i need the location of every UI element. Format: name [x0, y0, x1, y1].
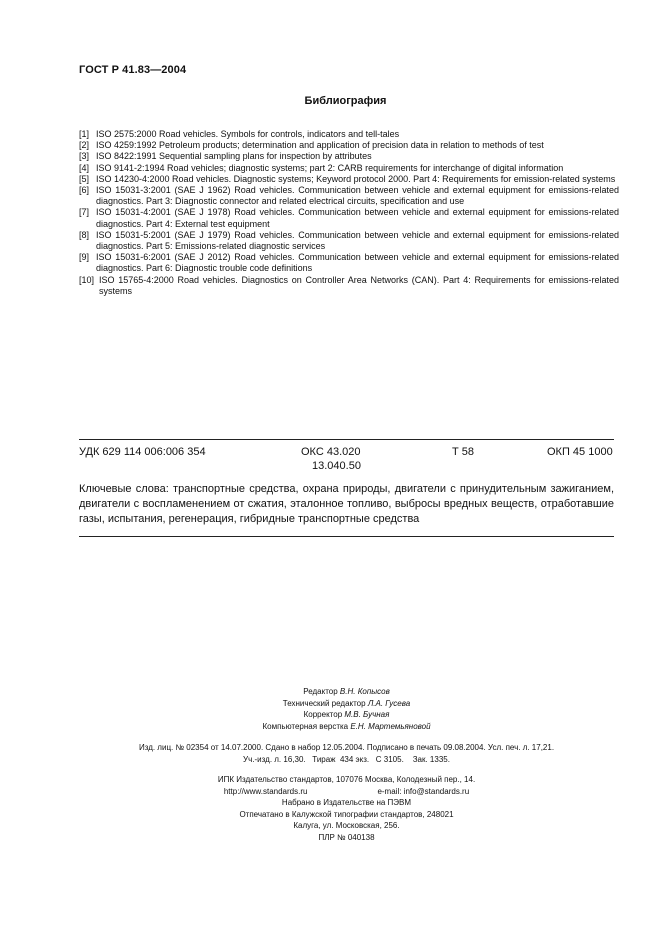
- publisher-line-1: ИПК Издательство стандартов, 107076 Москва, Колодезный пер., 14.: [217, 775, 476, 784]
- publisher-line-4: Отпечатано в Калужской типографии стандартов, 248021: [239, 809, 454, 819]
- print-info-line-1: Изд. лиц. № 02354 от 14.07.2000. Сдано в набор 12.05.2004. Подписано в печать 09.08.2004. Усл. печ. л. 17,21.: [138, 743, 555, 752]
- bibliography-item: [79, 129, 619, 140]
- bibliography-item-number: [2]: [79, 140, 90, 151]
- bibliography-item-number: [10]: [79, 274, 95, 285]
- credits-block: [79, 686, 614, 732]
- bibliography-item-number: [3]: [79, 151, 90, 162]
- bibliography-item-text: ISO 15031-5:2001 (SAE J 1979) Road vehicles. Communication between vehicle and external equipment for emissions-related diagnostics. Part 5: Emissions-related diagnostic services: [96, 229, 619, 252]
- udk-code: УДК 629 114 006:006 354: [79, 446, 206, 458]
- editor-line: Редактор В.Н. Копысов: [303, 687, 390, 696]
- bibliography-item: [79, 230, 619, 252]
- bibliography-item-text: ISO 15031-4:2001 (SAE J 1978) Road vehicles. Communication between vehicle and external equipment for emissions-related diagnostics. Part 4: External test equipment: [96, 207, 619, 229]
- bibliography-item: [79, 275, 619, 297]
- bibliography-item-text: ISO 2575:2000 Road vehicles. Symbols for controls, indicators and tell-tales: [96, 129, 400, 139]
- bibliography-item-number: [4]: [79, 162, 90, 173]
- bottom-divider: [79, 536, 614, 537]
- layout-line: Компьютерная верстка Е.Н. Мартемьяновой: [262, 721, 431, 731]
- bibliography-item: [79, 252, 619, 274]
- bibliography-item-number: [6]: [79, 185, 90, 196]
- bibliography-item-number: [9]: [79, 252, 90, 263]
- bibliography-item-text: ISO 15031-3:2001 (SAE J 1962) Road vehicles. Communication between vehicle and external equipment for emissions-related diagnostics. Part 3: Diagnostic connector and related electrical circuits, specification and use: [96, 185, 619, 207]
- bibliography-item: [79, 185, 619, 207]
- publisher-block: [79, 774, 614, 843]
- publisher-line-6: ПЛР № 040138: [318, 832, 375, 842]
- bibliography-title: Библиография: [304, 95, 387, 107]
- bibliography-list: [79, 129, 619, 297]
- bibliography-item: [79, 207, 619, 229]
- publisher-line-5: Калуга, ул. Московская, 256.: [293, 821, 400, 830]
- bibliography-item: [79, 163, 619, 174]
- publisher-contacts: [79, 786, 614, 798]
- bibliography-item: [79, 151, 619, 162]
- bibliography-item-number: [8]: [79, 229, 90, 240]
- oks-code: ОКС 43.020: [301, 446, 361, 458]
- bibliography-item-text: ISO 8422:1991 Sequential sampling plans for inspection by attributes: [96, 151, 372, 162]
- bibliography-item: [79, 174, 619, 185]
- bibliography-item-text: ISO 4259:1992 Petroleum products; determination and application of precision data in relation to methods of test: [96, 140, 544, 151]
- print-info-block: [79, 742, 614, 765]
- top-divider: [79, 439, 614, 440]
- bibliography-item-number: [5]: [79, 173, 90, 184]
- keywords-paragraph: Ключевые слова: транспортные средства, охрана природы, двигатели с принудительным зажиганием, двигатели с воспламенением от сжатия, эталонное топливо, выбросы вредных веществ, отработавшие газы, испытания, регенерация, гибридные транспортные средства: [79, 483, 614, 525]
- bibliography-item-number: [1]: [79, 129, 90, 139]
- bibliography-item-text: ISO 15031-6:2001 (SAE J 2012) Road vehicles. Communication between vehicle and external equipment for emissions-related diagnostics. Part 6: Diagnostic trouble code definitions: [96, 252, 619, 274]
- website-link[interactable]: http://www.standards.ru: [223, 786, 308, 796]
- tech-editor-line: Технический редактор Л.А. Гусева: [282, 698, 411, 708]
- corrector-line: Корректор М.В. Бучная: [303, 710, 390, 719]
- publisher-line-3: Набрано в Издательстве на ПЭВМ: [281, 798, 412, 807]
- okp-code: ОКП 45 1000: [547, 446, 613, 458]
- document-id: ГОСТ Р 41.83—2004: [79, 64, 187, 76]
- bibliography-item-text: ISO 9141-2:1994 Road vehicles; diagnostic systems; part 2: CARB requirements for interchange of digital information: [96, 162, 564, 173]
- email-link[interactable]: e-mail: info@standards.ru: [377, 786, 470, 796]
- print-info-line-2: Уч.-изд. л. 16,30. Тираж 434 экз. С 3105. Зак. 1335.: [243, 754, 450, 764]
- bibliography-item-text: ISO 14230-4:2000 Road vehicles. Diagnostic systems; Keyword protocol 2000. Part 4: Requirements for emission-related systems: [96, 173, 616, 184]
- oks-code-secondary: 13.040.50: [312, 460, 361, 472]
- bibliography-item-number: [7]: [79, 207, 90, 218]
- bibliography-item-text: ISO 15765-4:2000 Road vehicles. Diagnostics on Controller Area Networks (CAN). Part 4: Requirements for emissions-related systems: [99, 274, 619, 296]
- bibliography-item: [79, 140, 619, 151]
- t-code: Т 58: [452, 446, 475, 458]
